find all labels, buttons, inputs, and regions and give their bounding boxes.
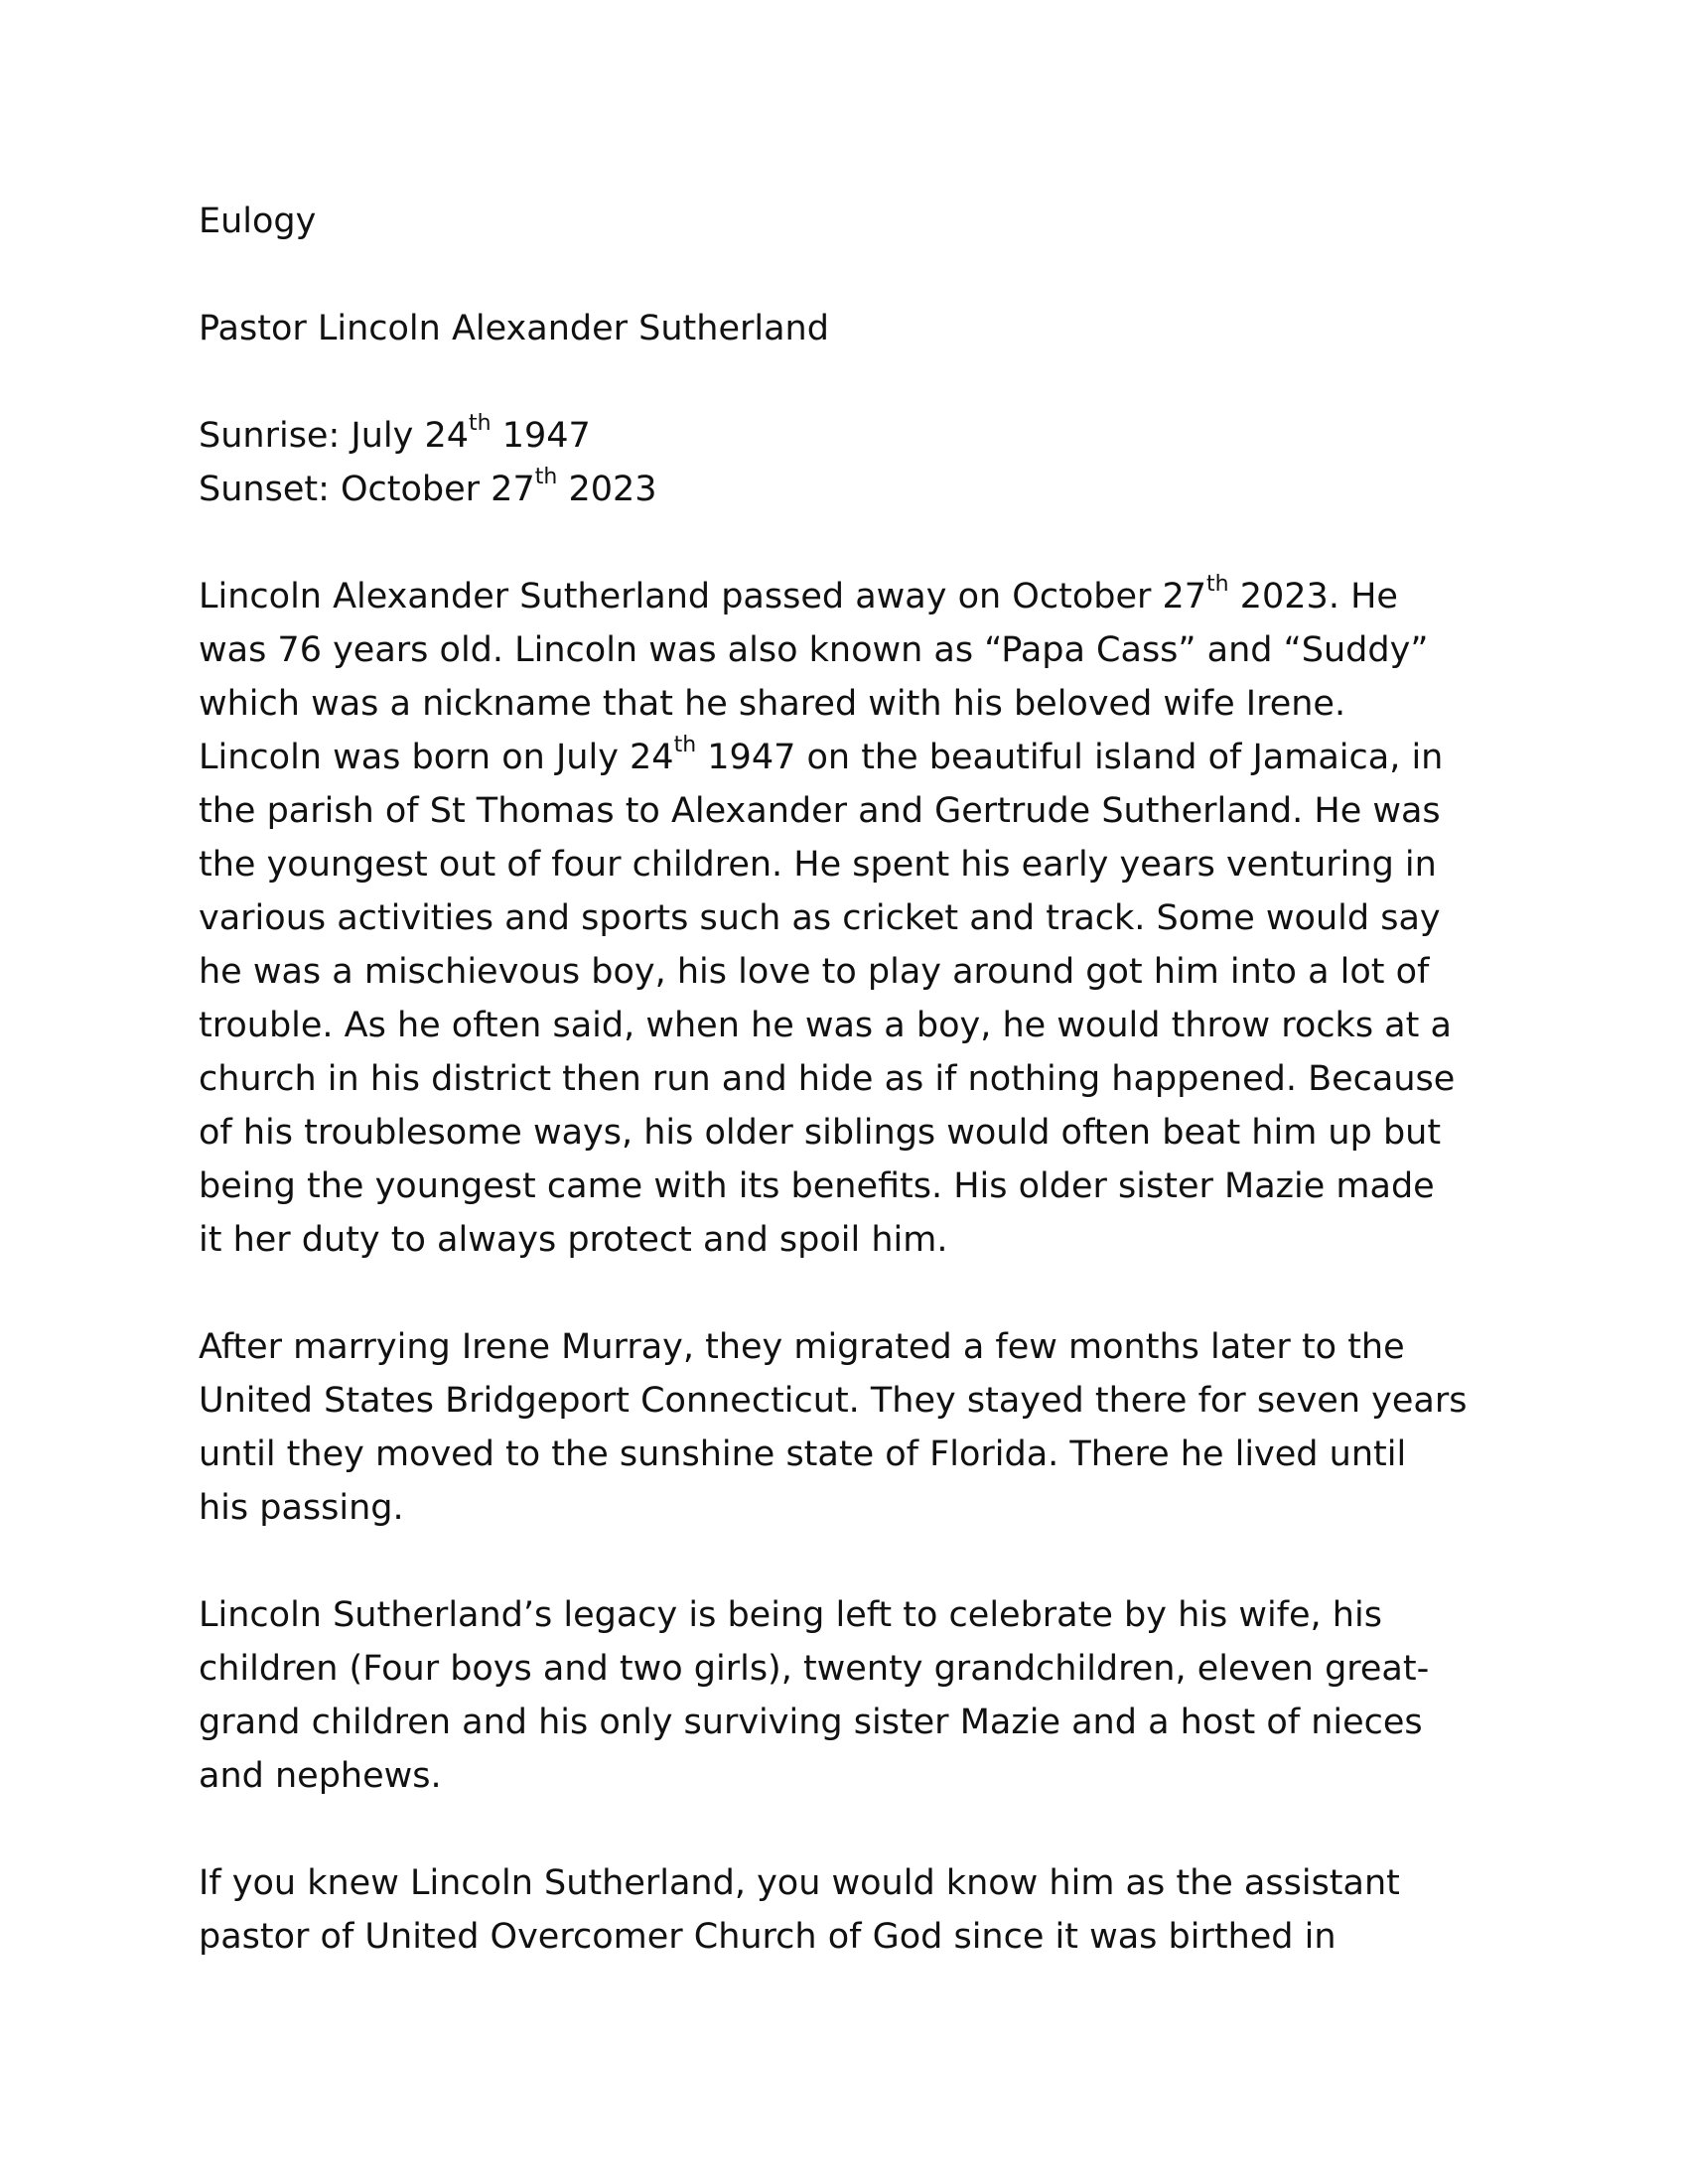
sunset-prefix: Sunset: October 27 — [199, 470, 535, 509]
ordinal-sup: th — [1206, 572, 1229, 598]
paragraph-line: If you knew Lincoln Sutherland, you would know him as the assistant — [199, 1863, 1400, 1903]
paragraph-line — [199, 731, 1489, 784]
sunrise-prefix: Sunrise: July 24 — [199, 416, 469, 456]
sunset-line — [199, 463, 1489, 516]
sunrise-suffix: 1947 — [491, 416, 591, 456]
sunrise-sup: th — [469, 411, 492, 437]
document-body — [199, 195, 1489, 1964]
paragraph-line: United States Bridgeport Connecticut. They stayed there for seven years — [199, 1381, 1468, 1421]
name-text: Pastor Lincoln Alexander Sutherland — [199, 309, 829, 348]
paragraph-line: children (Four boys and two girls), twenty grandchildren, eleven great- — [199, 1649, 1430, 1689]
paragraph-line: and nephews. — [199, 1756, 442, 1796]
line-suffix: 1947 on the beautiful island of Jamaica, in — [696, 738, 1444, 777]
paragraph-line: was 76 years old. Lincoln was also known as “Papa Cass” and “Suddy” — [199, 630, 1429, 670]
paragraph-line: various activities and sports such as cricket and track. Some would say — [199, 898, 1441, 938]
paragraph-line: his passing. — [199, 1488, 404, 1528]
sunset-suffix: 2023 — [557, 470, 657, 509]
sunset-sup: th — [534, 465, 558, 490]
paragraph-line: he was a mischievous boy, his love to play around got him into a lot of — [199, 952, 1430, 992]
paragraph-line: pastor of United Overcomer Church of God since it was birthed in — [199, 1917, 1336, 1957]
paragraph-line: the parish of St Thomas to Alexander and Gertrude Sutherland. He was — [199, 791, 1441, 831]
paragraph-line: being the youngest came with its benefits. His older sister Mazie made — [199, 1166, 1435, 1206]
spacer — [199, 1267, 1489, 1320]
paragraph-ministry — [199, 1856, 1489, 1964]
dates-block — [199, 409, 1489, 516]
paragraph-biography — [199, 570, 1489, 1267]
paragraph-line: until they moved to the sunshine state of Florida. There he lived until — [199, 1434, 1407, 1474]
paragraph-line: the youngest out of four children. He spent his early years venturing in — [199, 845, 1437, 885]
spacer — [199, 516, 1489, 570]
deceased-name — [199, 302, 1489, 355]
paragraph-line: it her duty to always protect and spoil him. — [199, 1220, 948, 1260]
spacer — [199, 1803, 1489, 1856]
paragraph-legacy — [199, 1588, 1489, 1803]
paragraph-line: trouble. As he often said, when he was a boy, he would throw rocks at a — [199, 1006, 1452, 1045]
paragraph-line: which was a nickname that he shared with his beloved wife Irene. — [199, 684, 1346, 724]
paragraph-line — [199, 570, 1489, 623]
paragraph-line: church in his district then run and hide as if nothing happened. Because — [199, 1059, 1456, 1099]
sunrise-line — [199, 409, 1489, 463]
ordinal-sup: th — [673, 733, 697, 758]
spacer — [199, 1535, 1489, 1588]
spacer — [199, 355, 1489, 409]
line-prefix: Lincoln was born on July 24 — [199, 738, 674, 777]
heading-text: Eulogy — [199, 202, 317, 241]
line-suffix: 2023. He — [1228, 577, 1398, 616]
paragraph-line: of his troublesome ways, his older siblings would often beat him up but — [199, 1113, 1442, 1153]
spacer — [199, 248, 1489, 302]
document-heading — [199, 195, 1489, 248]
paragraph-line: grand children and his only surviving sister Mazie and a host of nieces — [199, 1703, 1423, 1742]
paragraph-line: After marrying Irene Murray, they migrated a few months later to the — [199, 1327, 1405, 1367]
line-prefix: Lincoln Alexander Sutherland passed away on October 27 — [199, 577, 1207, 616]
paragraph-line: Lincoln Sutherland’s legacy is being left to celebrate by his wife, his — [199, 1595, 1382, 1635]
paragraph-migration — [199, 1320, 1489, 1535]
